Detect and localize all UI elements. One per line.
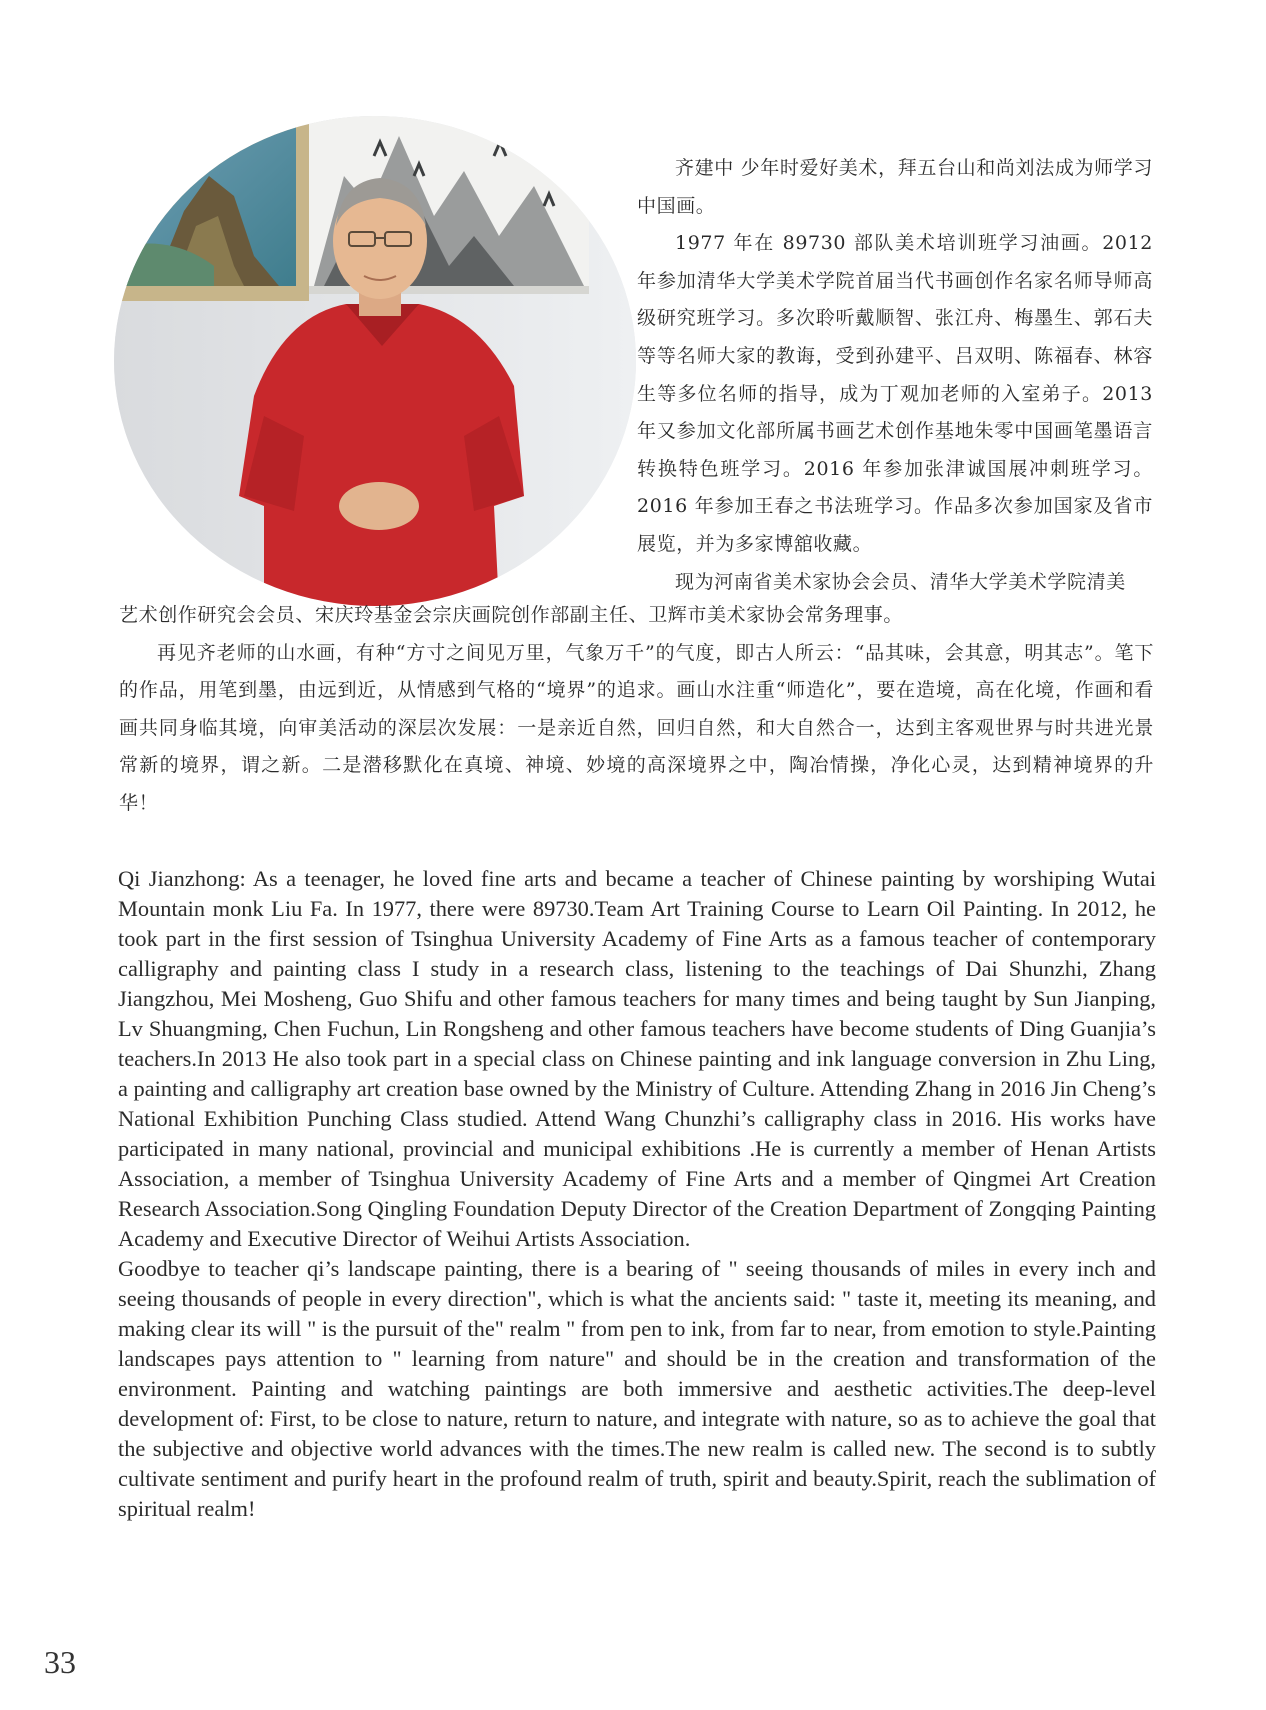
portrait-photo <box>114 116 636 606</box>
chinese-bio-side <box>637 150 1153 601</box>
portrait-illustration <box>114 116 636 606</box>
zh-paragraph-membership-end: 艺术创作研究会会员、宋庆玲基金会宗庆画院创作部副主任、卫辉市美术家协会常务理事。 <box>119 604 904 626</box>
zh-paragraph-landscape: 再见齐老师的山水画，有种“方寸之间见万里，气象万千”的气度，即古人所云：“品其味，会其意，明其志”。笔下的作品，用笔到墨，由远到近，从情感到气格的“境界”的追求。画山水注重“师造化”，要在造境，高在化境，作画和看画共同身临其境，向审美活动的深层次发展：一是亲近自然，回归自然，和大自然合一，达到主客观世界与时共进光景常新的境界，谓之新。二是潜移默化在真境、神境、妙境的高深境界之中，陶冶情操，净化心灵，达到精神境界的升华！ <box>119 641 1154 814</box>
zh-paragraph-intro: 齐建中 少年时爱好美术，拜五台山和尚刘法成为师学习中国画。 <box>637 157 1153 217</box>
zh-paragraph-membership-start: 现为河南省美术家协会会员、清华大学美术学院清美 <box>675 570 1126 593</box>
english-bio <box>118 864 1156 1524</box>
en-paragraph-landscape: Goodbye to teacher qi’s landscape painting, there is a bearing of " seeing thousands of miles in every inch and seeing thousands of people in every direction", which is what the ancients said: " taste it, meeting its meaning, and making clear its will " is the pursuit of the" realm " from pen to ink, from far to near, from emotion to style.Painting landscapes pays attention to " learning from nature" and should be in the creation and transformation of the environment. Painting and watching paintings are both immersive and aesthetic activities.The deep-level development of: First, to be close to nature, return to nature, and integrate with nature, so as to achieve the goal that the subjective and objective world advances with the times.The new realm is called new. The second is to subtly cultivate sentiment and purify heart in the profound realm of truth, spirit and beauty.Spirit, reach the sublimation of spiritual realm! <box>118 1256 1156 1521</box>
en-paragraph-bio: Qi Jianzhong: As a teenager, he loved fine arts and became a teacher of Chinese painting by worshiping Wutai Mountain monk Liu Fa. In 1977, there were 89730.Team Art Training Course to Learn Oil Painting. In 2012, he took part in the first session of Tsinghua University Academy of Fine Arts as a famous teacher of contemporary calligraphy and painting class I study in a research class, listening to the teachings of Dai Shunzhi, Zhang Jiangzhou, Mei Mosheng, Guo Shifu and other famous teachers for many times and being taught by Sun Jianping, Lv Shuangming, Chen Fuchun, Lin Rongsheng and other famous teachers have become students of Ding Guanjia’s teachers.In 2013 He also took part in a special class on Chinese painting and ink language conversion in Zhu Ling, a painting and calligraphy art creation base owned by the Ministry of Culture. Attending Zhang in 2016 Jin Cheng’s National Exhibition Punching Class studied. Attend Wang Chunzhi’s calligraphy class in 2016. His works have participated in many national, provincial and municipal exhibitions .He is currently a member of Henan Artists Association, a member of Tsinghua University Academy of Fine Arts and a member of Qingmei Art Creation Research Association.Song Qingling Foundation Deputy Director of the Creation Department of Zongqing Painting Academy and Executive Director of Weihui Artists Association. <box>118 866 1156 1251</box>
chinese-bio-full <box>119 597 1154 823</box>
page-number: 33 <box>44 1644 76 1680</box>
zh-paragraph-history: 1977 年在 89730 部队美术培训班学习油画。2012 年参加清华大学美术学院首届当代书画创作名家名师导师高级研究班学习。多次聆听戴顺智、张江舟、梅墨生、郭石夫等等名师大家的教诲，受到孙建平、吕双明、陈福春、林容生等多位名师的指导，成为丁观加老师的入室弟子。2013 年又参加文化部所属书画艺术创作基地朱零中国画笔墨语言转换特色班学习。2016 年参加张津诚国展冲刺班学习。2016 年参加王春之书法班学习。作品多次参加国家及省市展览，并为多家博舘收藏。 <box>637 232 1153 555</box>
